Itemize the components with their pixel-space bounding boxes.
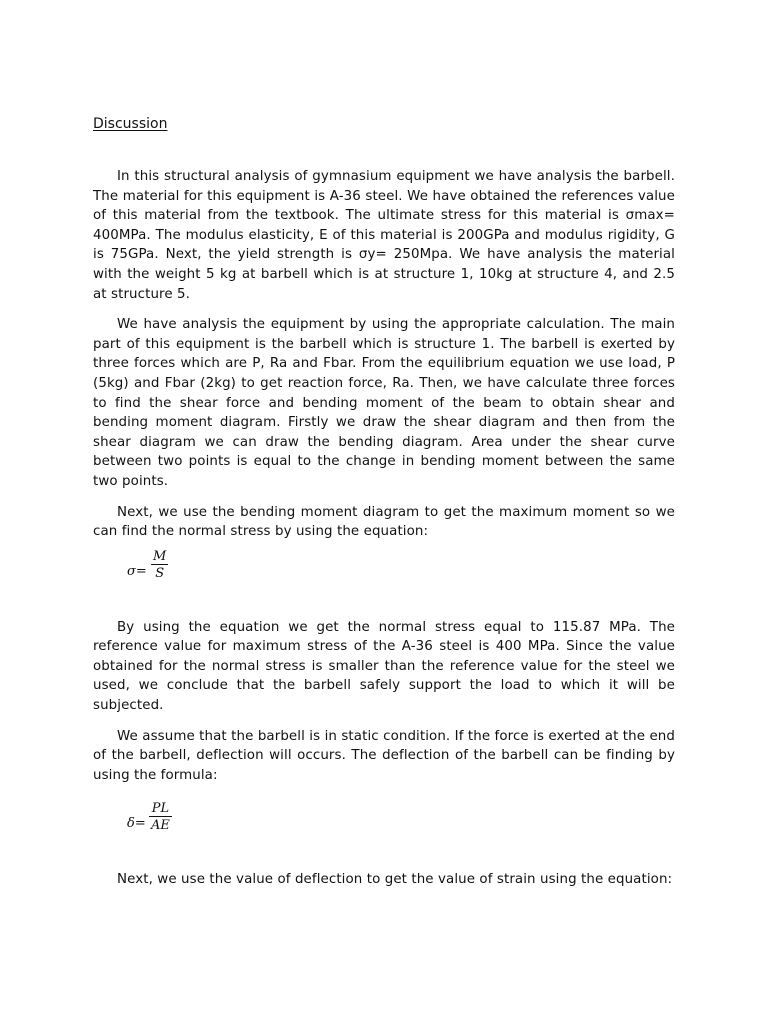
paragraph-calculation-method: We have analysis the equipment by using the appropriate calculation. The main part of this equipment is the barbell which is structure 1. The barbell is exerted by three forces which are P, Ra and Fbar. From the equilibrium equation we use load, P (5kg) and Fbar (2kg) to get reaction force, Ra. Then, we have calculate three forces to find the shear force and bending moment of the beam to obtain shear and bending moment diagram. Firstly we draw the shear diagram and then from the shear diagram we can draw the bending diagram. Area under the shear curve between two points is equal to the change in bending moment between the same two points. — [93, 317, 675, 489]
equation-fraction — [151, 549, 168, 582]
equation-numerator: M — [153, 548, 167, 564]
equation-fraction — [149, 801, 172, 834]
equation-denominator: S — [155, 565, 165, 581]
paragraph-deflection: We assume that the barbell is in static condition. If the force is exerted at the end of the barbell, deflection will occurs. The deflection of the barbell can be finding by using the formula: — [93, 728, 675, 783]
section-heading: Discussion — [93, 116, 168, 132]
equation-numerator: PL — [151, 801, 170, 817]
paragraph-strain: Next, we use the value of deflection to get the value of strain using the equation: — [117, 872, 673, 888]
equation-lhs: σ= — [127, 563, 147, 579]
paragraph-material-properties: In this structural analysis of gymnasium equipment we have analysis the barbell. The material for this equipment is A-36 steel. We have obtained the references value of this material from the textbook. The ultimate stress for this material is σmax= 400MPa. The modulus elasticity, E of this material is 200GPa and modulus rigidity, G is 75GPa. Next, the yield strength is σy= 250Mpa. We have analysis the material with the weight 5 kg at barbell which is at structure 1, 10kg at structure 4, and 2.5 at structure 5. — [93, 169, 675, 302]
paragraph-bending-moment: Next, we use the bending moment diagram to get the maximum moment so we can find the normal stress by using the equation: — [93, 504, 675, 540]
equation-deflection — [127, 801, 675, 851]
equation-denominator: AE — [151, 818, 170, 834]
equation-normal-stress — [127, 549, 675, 599]
equation-lhs: δ= — [127, 816, 146, 832]
document-page — [93, 112, 675, 890]
paragraph-normal-stress-result: By using the equation we get the normal stress equal to 115.87 MPa. The reference value for maximum stress of the A-36 steel is 400 MPa. Since the value obtained for the normal stress is smaller than the reference value for the steel we used, we conclude that the barbell safely support the load to which it will be subjected. — [93, 619, 675, 714]
